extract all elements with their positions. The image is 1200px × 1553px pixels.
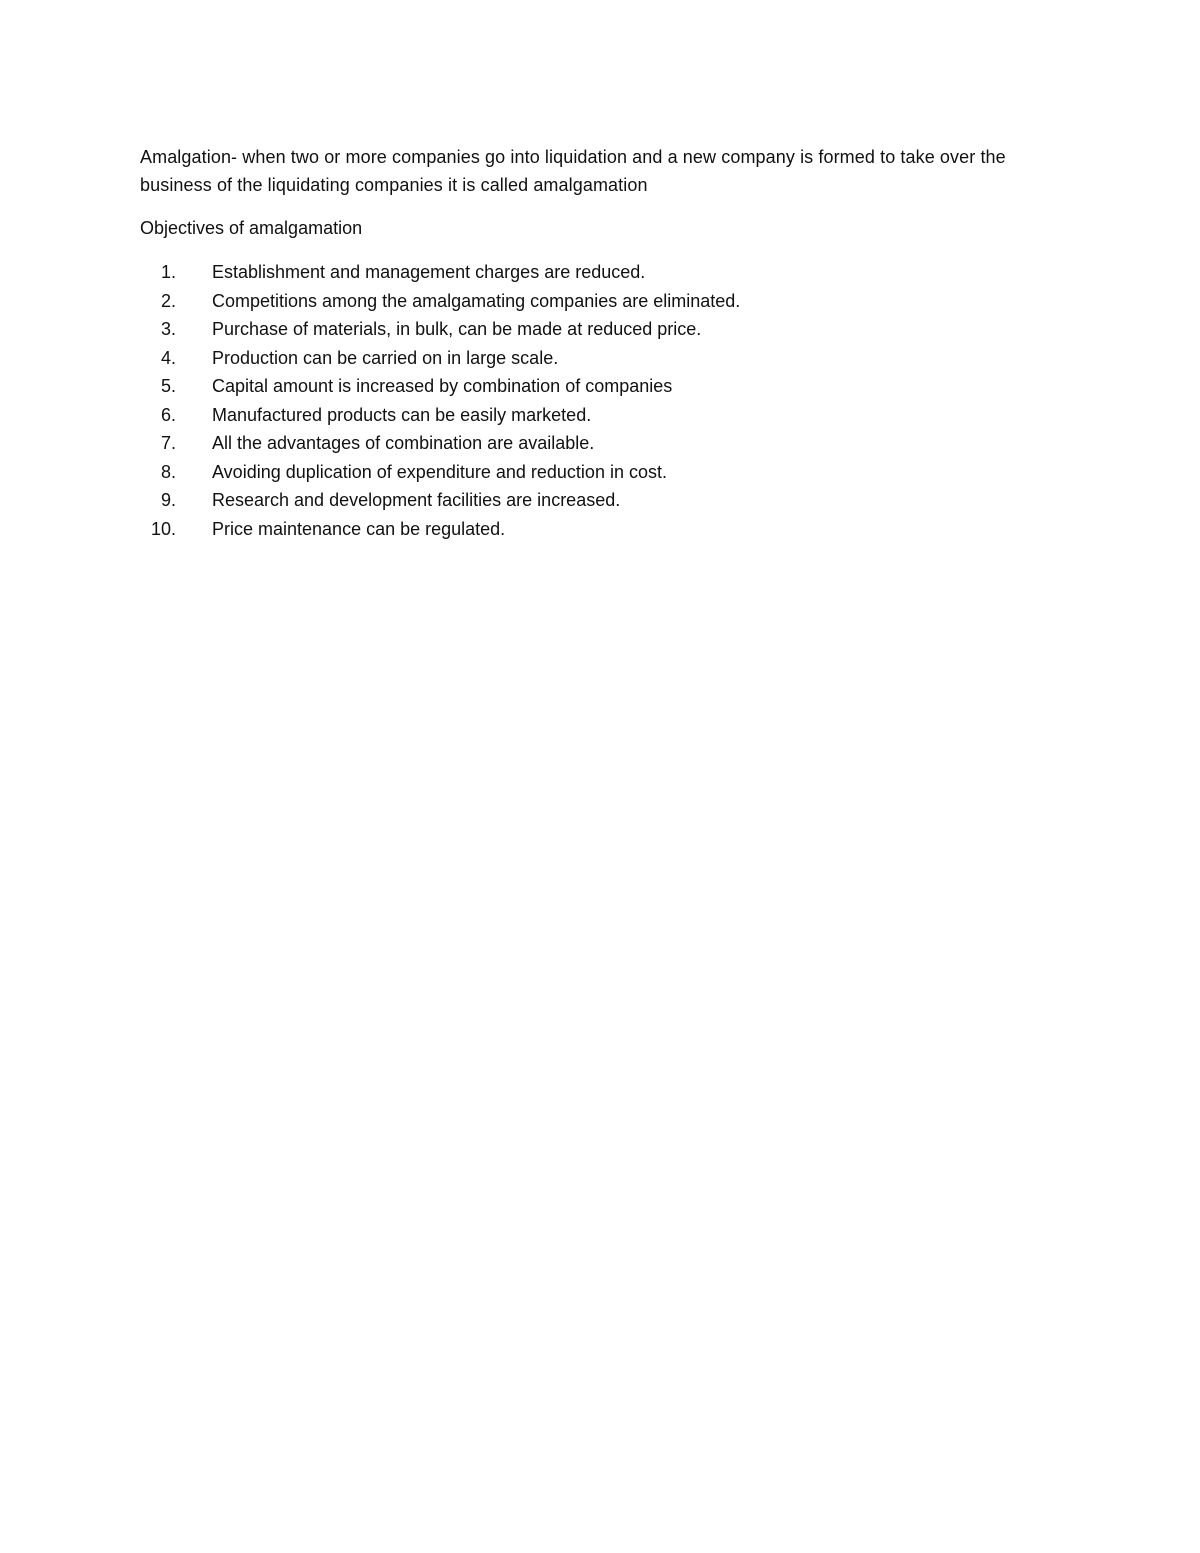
list-item-number: 9.	[160, 490, 176, 510]
list-item-text: Capital amount is increased by combination of companies	[212, 376, 673, 396]
document-body	[140, 143, 1070, 543]
list-item-text: Manufactured products can be easily marketed.	[212, 404, 592, 425]
list-item-text: Price maintenance can be regulated.	[212, 518, 506, 539]
list-item	[140, 458, 1070, 487]
list-item	[140, 258, 1070, 287]
list-item	[140, 515, 1070, 544]
list-item	[140, 315, 1070, 344]
list-item-number: 8.	[160, 461, 176, 482]
list-item	[140, 287, 1070, 316]
list-item-number: 4.	[160, 347, 176, 368]
list-item-number: 6.	[160, 404, 176, 425]
list-item-number: 10.	[150, 518, 176, 539]
objectives-list	[140, 258, 1070, 543]
list-item-text: Competitions among the amalgamating companies are eliminated.	[212, 290, 741, 311]
list-item-number: 2.	[160, 290, 176, 311]
list-item-text: Research and development facilities are increased.	[212, 490, 621, 510]
intro-paragraph: Amalgation- when two or more companies go into liquidation and a new company is formed to take over the business of the liquidating companies it is called amalgamation	[140, 147, 1006, 195]
list-item-number: 5.	[160, 376, 176, 396]
list-item	[140, 486, 1070, 515]
list-item	[140, 372, 1070, 401]
list-item	[140, 344, 1070, 373]
list-item-number: 3.	[160, 319, 176, 339]
list-item-number: 7.	[160, 433, 176, 453]
list-item-text: Establishment and management charges are reduced.	[212, 262, 646, 282]
list-item	[140, 401, 1070, 430]
list-item-number: 1.	[160, 262, 176, 282]
list-item-text: Purchase of materials, in bulk, can be made at reduced price.	[212, 319, 702, 339]
list-item-text: All the advantages of combination are available.	[212, 433, 595, 453]
list-item-text: Production can be carried on in large scale.	[212, 347, 559, 368]
list-item-text: Avoiding duplication of expenditure and reduction in cost.	[212, 461, 667, 482]
list-item	[140, 429, 1070, 458]
section-heading: Objectives of amalgamation	[140, 218, 363, 238]
